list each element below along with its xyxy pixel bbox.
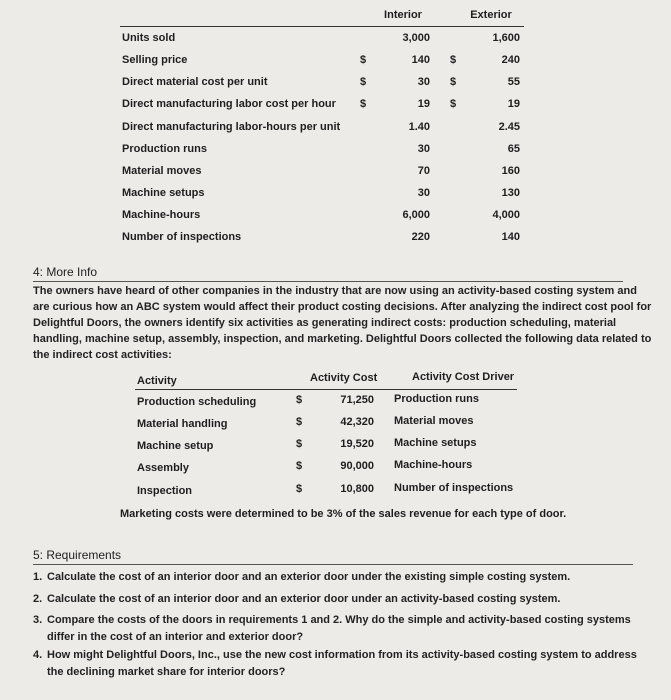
requirement-text: differ in the cost of an interior and exterior door? <box>47 631 304 643</box>
activity-cost: 42,320 <box>340 416 374 428</box>
requirement-text: Compare the costs of the doors in requirements 1 and 2. Why do the simple and activity-based costing systems <box>47 614 631 626</box>
activity-currency: $ <box>296 416 303 428</box>
exterior-value: 2.45 <box>498 121 520 133</box>
activity-name: Production scheduling <box>137 396 257 408</box>
exterior-value: 240 <box>501 54 520 66</box>
row-label: Direct manufacturing labor-hours per unit <box>122 121 341 133</box>
activity-name: Material handling <box>137 418 228 430</box>
interior-value: 70 <box>417 165 430 177</box>
paragraph-line: Delightful Doors, the owners identify six activities as generating indirect costs: production scheduling, material <box>33 317 617 329</box>
requirements-rule <box>33 564 633 565</box>
more-info-heading: 4: More Info <box>33 265 98 279</box>
activity-col-header: Activity <box>137 375 177 387</box>
activity-name: Machine setup <box>137 440 214 452</box>
header-rule <box>120 26 524 27</box>
row-label: Material moves <box>122 165 202 177</box>
activity-header-rule <box>135 389 517 390</box>
requirement-number: 3. <box>33 614 43 626</box>
exterior-value: 140 <box>501 231 520 243</box>
activity-driver: Machine-hours <box>394 459 473 471</box>
requirement-text: How might Delightful Doors, Inc., use the new cost information from its activity-based costing system to address <box>47 649 637 661</box>
row-label: Machine setups <box>122 187 205 199</box>
marketing-note: Marketing costs were determined to be 3% of the sales revenue for each type of door. <box>120 508 567 520</box>
paragraph-line: the indirect cost activities: <box>33 349 172 361</box>
activity-name: Inspection <box>137 485 193 497</box>
requirement-text: Calculate the cost of an interior door and an exterior door under the existing simple costing system. <box>47 571 571 583</box>
exterior-value: 65 <box>507 143 520 155</box>
row-label: Direct manufacturing labor cost per hour <box>122 98 336 110</box>
row-label: Units sold <box>122 32 176 44</box>
activity-currency: $ <box>296 483 303 495</box>
row-label: Number of inspections <box>122 231 242 243</box>
col-header-exterior: Exterior <box>470 9 512 21</box>
col-header-interior: Interior <box>384 9 422 21</box>
activity-driver: Number of inspections <box>394 482 514 494</box>
exterior-value: 19 <box>507 98 520 110</box>
activity-driver-col-header: Activity Cost Driver <box>412 371 515 383</box>
requirement-number: 1. <box>33 571 43 583</box>
exterior-value: 55 <box>507 76 520 88</box>
activity-cost-col-header: Activity Cost <box>310 372 378 384</box>
exterior-currency: $ <box>450 98 457 110</box>
exterior-currency: $ <box>450 76 457 88</box>
exterior-value: 4,000 <box>492 209 520 221</box>
exterior-value: 1,600 <box>492 32 520 44</box>
interior-value: 140 <box>411 54 430 66</box>
exterior-value: 130 <box>501 187 520 199</box>
interior-value: 1.40 <box>408 121 430 133</box>
row-label: Production runs <box>122 143 207 155</box>
activity-cost: 90,000 <box>340 460 374 472</box>
row-label: Selling price <box>122 54 188 66</box>
interior-value: 19 <box>417 98 430 110</box>
requirement-text: Calculate the cost of an interior door and an exterior door under an activity-based costing system. <box>47 593 561 605</box>
requirement-number: 2. <box>33 593 43 605</box>
activity-currency: $ <box>296 438 303 450</box>
activity-driver: Production runs <box>394 393 479 405</box>
activity-cost: 19,520 <box>340 438 374 450</box>
row-label: Machine-hours <box>122 209 201 221</box>
requirement-text: the declining market share for interior doors? <box>47 666 286 678</box>
activity-currency: $ <box>296 394 303 406</box>
interior-value: 30 <box>417 143 430 155</box>
paragraph-line: are curious how an ABC system would affect their product costing decisions. After analyzing the indirect cost pool for <box>33 301 652 313</box>
activity-cost: 10,800 <box>340 483 374 495</box>
interior-value: 6,000 <box>402 209 430 221</box>
more-info-rule <box>33 281 623 282</box>
activity-name: Assembly <box>137 462 189 474</box>
activity-driver: Machine setups <box>394 437 477 449</box>
interior-value: 220 <box>411 231 430 243</box>
interior-value: 3,000 <box>402 32 430 44</box>
interior-currency: $ <box>360 54 367 66</box>
activity-driver: Material moves <box>394 415 474 427</box>
row-label: Direct material cost per unit <box>122 76 268 88</box>
interior-value: 30 <box>417 76 430 88</box>
activity-currency: $ <box>296 460 303 472</box>
interior-currency: $ <box>360 76 367 88</box>
paragraph-line: The owners have heard of other companies in the industry that are now using an activity-based costing system and <box>33 285 637 297</box>
requirement-number: 4. <box>33 649 43 661</box>
paragraph-line: handling, machine setup, assembly, inspection, and marketing. Delightful Doors collected the following data related to <box>33 333 652 345</box>
exterior-value: 160 <box>501 165 520 177</box>
interior-currency: $ <box>360 98 367 110</box>
interior-value: 30 <box>417 187 430 199</box>
exterior-currency: $ <box>450 54 457 66</box>
requirements-heading: 5: Requirements <box>33 548 122 562</box>
activity-cost: 71,250 <box>340 394 374 406</box>
